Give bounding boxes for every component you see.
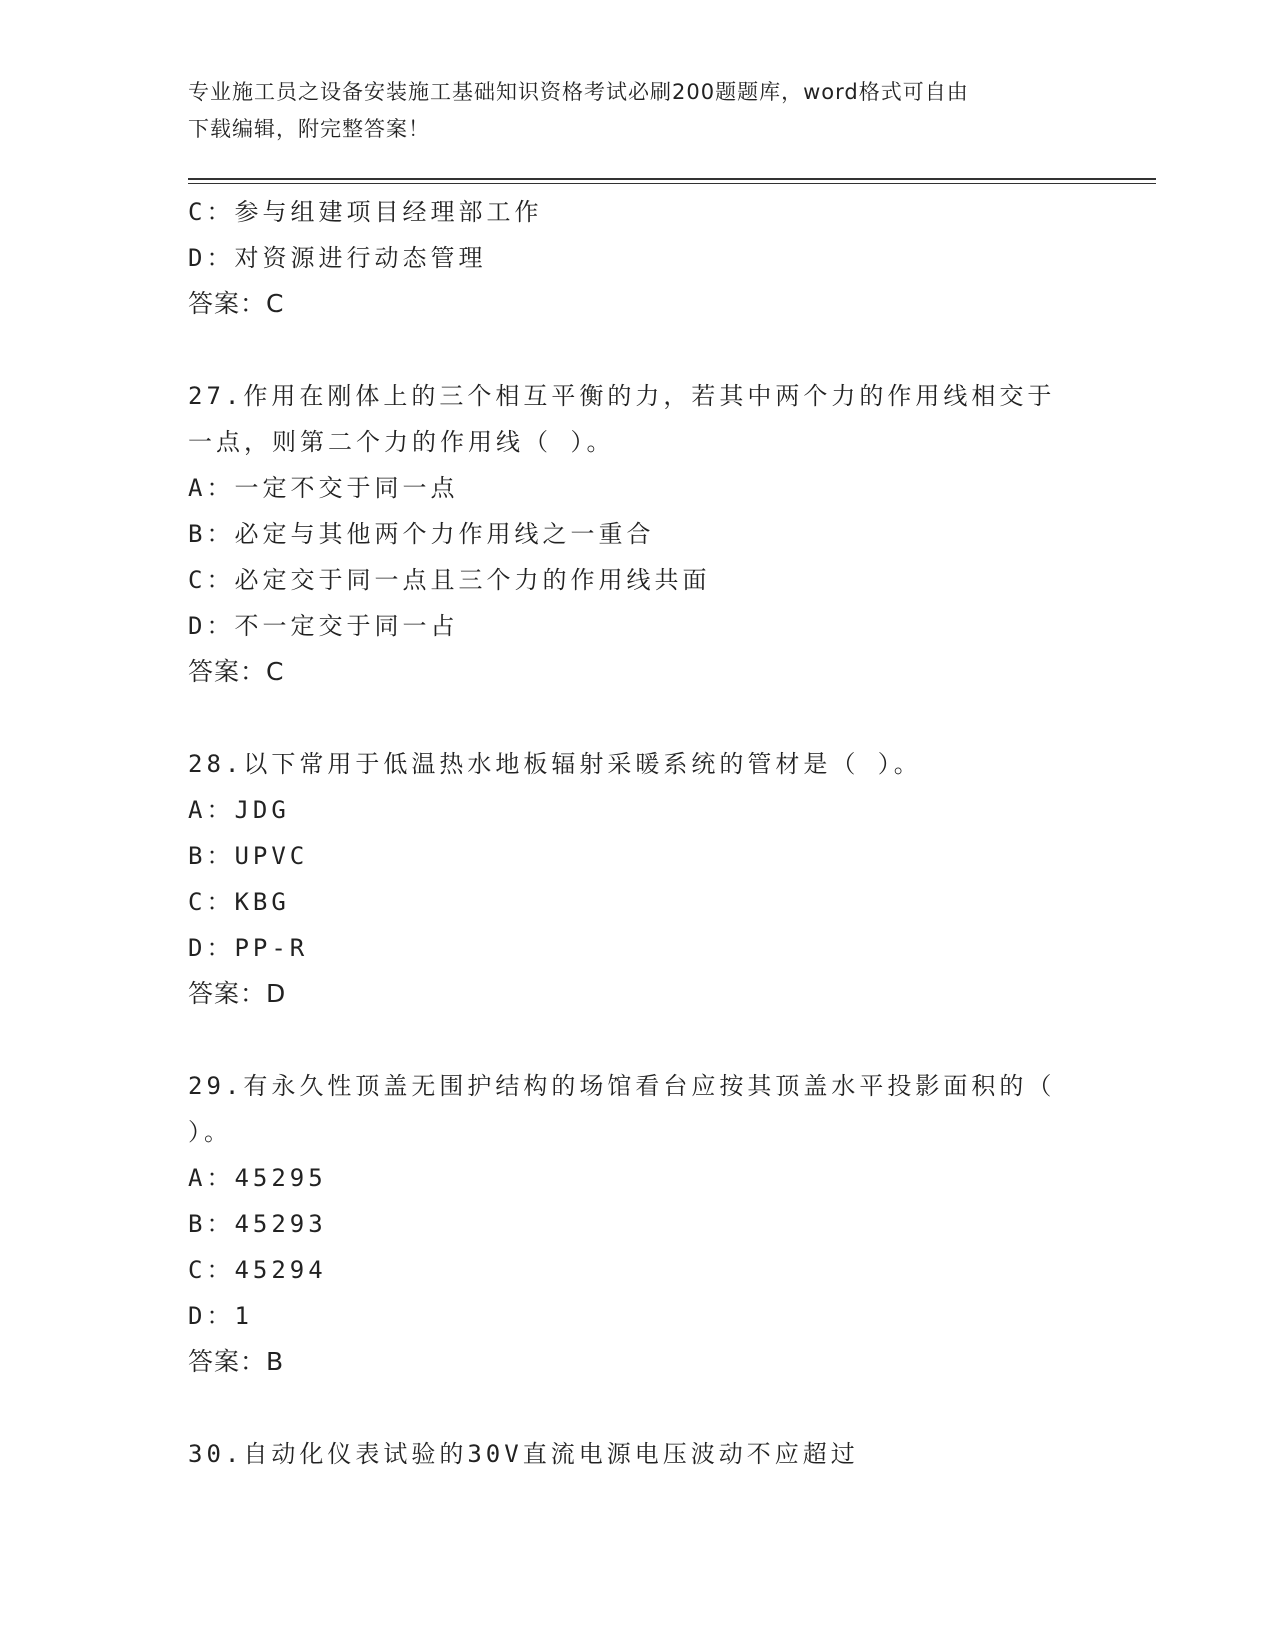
option-a: A：一定不交于同一点 xyxy=(188,474,459,502)
question-list xyxy=(188,189,1088,1477)
header-line-1: 专业施工员之设备安装施工基础知识资格考试必刷200题题库，word格式可自由 xyxy=(188,80,969,104)
option-b: B：UPVC xyxy=(188,842,309,870)
option-c: C：参与组建项目经理部工作 xyxy=(188,198,543,226)
answer: 答案：B xyxy=(188,1347,285,1376)
question-stem: 27.作用在刚体上的三个相互平衡的力，若其中两个力的作用线相交于 xyxy=(188,382,1056,410)
question-stem-continued: ）。 xyxy=(188,1118,232,1146)
spacer xyxy=(188,1017,1088,1063)
header-line-2: 下载编辑，附完整答案！ xyxy=(188,117,430,141)
option-d: D：PP-R xyxy=(188,934,309,962)
document-header xyxy=(188,74,1088,148)
option-c: C：必定交于同一点且三个力的作用线共面 xyxy=(188,566,711,594)
answer: 答案：C xyxy=(188,289,285,318)
answer: 答案：D xyxy=(188,979,287,1008)
question-stem: 29.有永久性顶盖无围护结构的场馆看台应按其顶盖水平投影面积的（ xyxy=(188,1072,1056,1100)
option-a: A：45295 xyxy=(188,1164,327,1192)
spacer xyxy=(188,327,1088,373)
option-d: D：对资源进行动态管理 xyxy=(188,244,487,272)
question-28 xyxy=(188,741,1088,1017)
option-b: B：必定与其他两个力作用线之一重合 xyxy=(188,520,655,548)
question-30 xyxy=(188,1431,1088,1477)
header-divider xyxy=(188,178,1156,180)
option-d: D：不一定交于同一占 xyxy=(188,612,459,640)
question-stem: 28.以下常用于低温热水地板辐射采暖系统的管材是（ ）。 xyxy=(188,750,922,778)
question-stem-continued: 一点，则第二个力的作用线（ ）。 xyxy=(188,428,615,456)
question-27 xyxy=(188,373,1088,695)
option-c: C：KBG xyxy=(188,888,290,916)
question-stem: 30.自动化仪表试验的30V直流电源电压波动不应超过 xyxy=(188,1440,859,1468)
spacer xyxy=(188,695,1088,741)
option-c: C：45294 xyxy=(188,1256,327,1284)
option-d: D：1 xyxy=(188,1302,253,1330)
answer: 答案：C xyxy=(188,657,285,686)
spacer xyxy=(188,1385,1088,1431)
option-a: A：JDG xyxy=(188,796,290,824)
question-29 xyxy=(188,1063,1088,1385)
option-b: B：45293 xyxy=(188,1210,327,1238)
